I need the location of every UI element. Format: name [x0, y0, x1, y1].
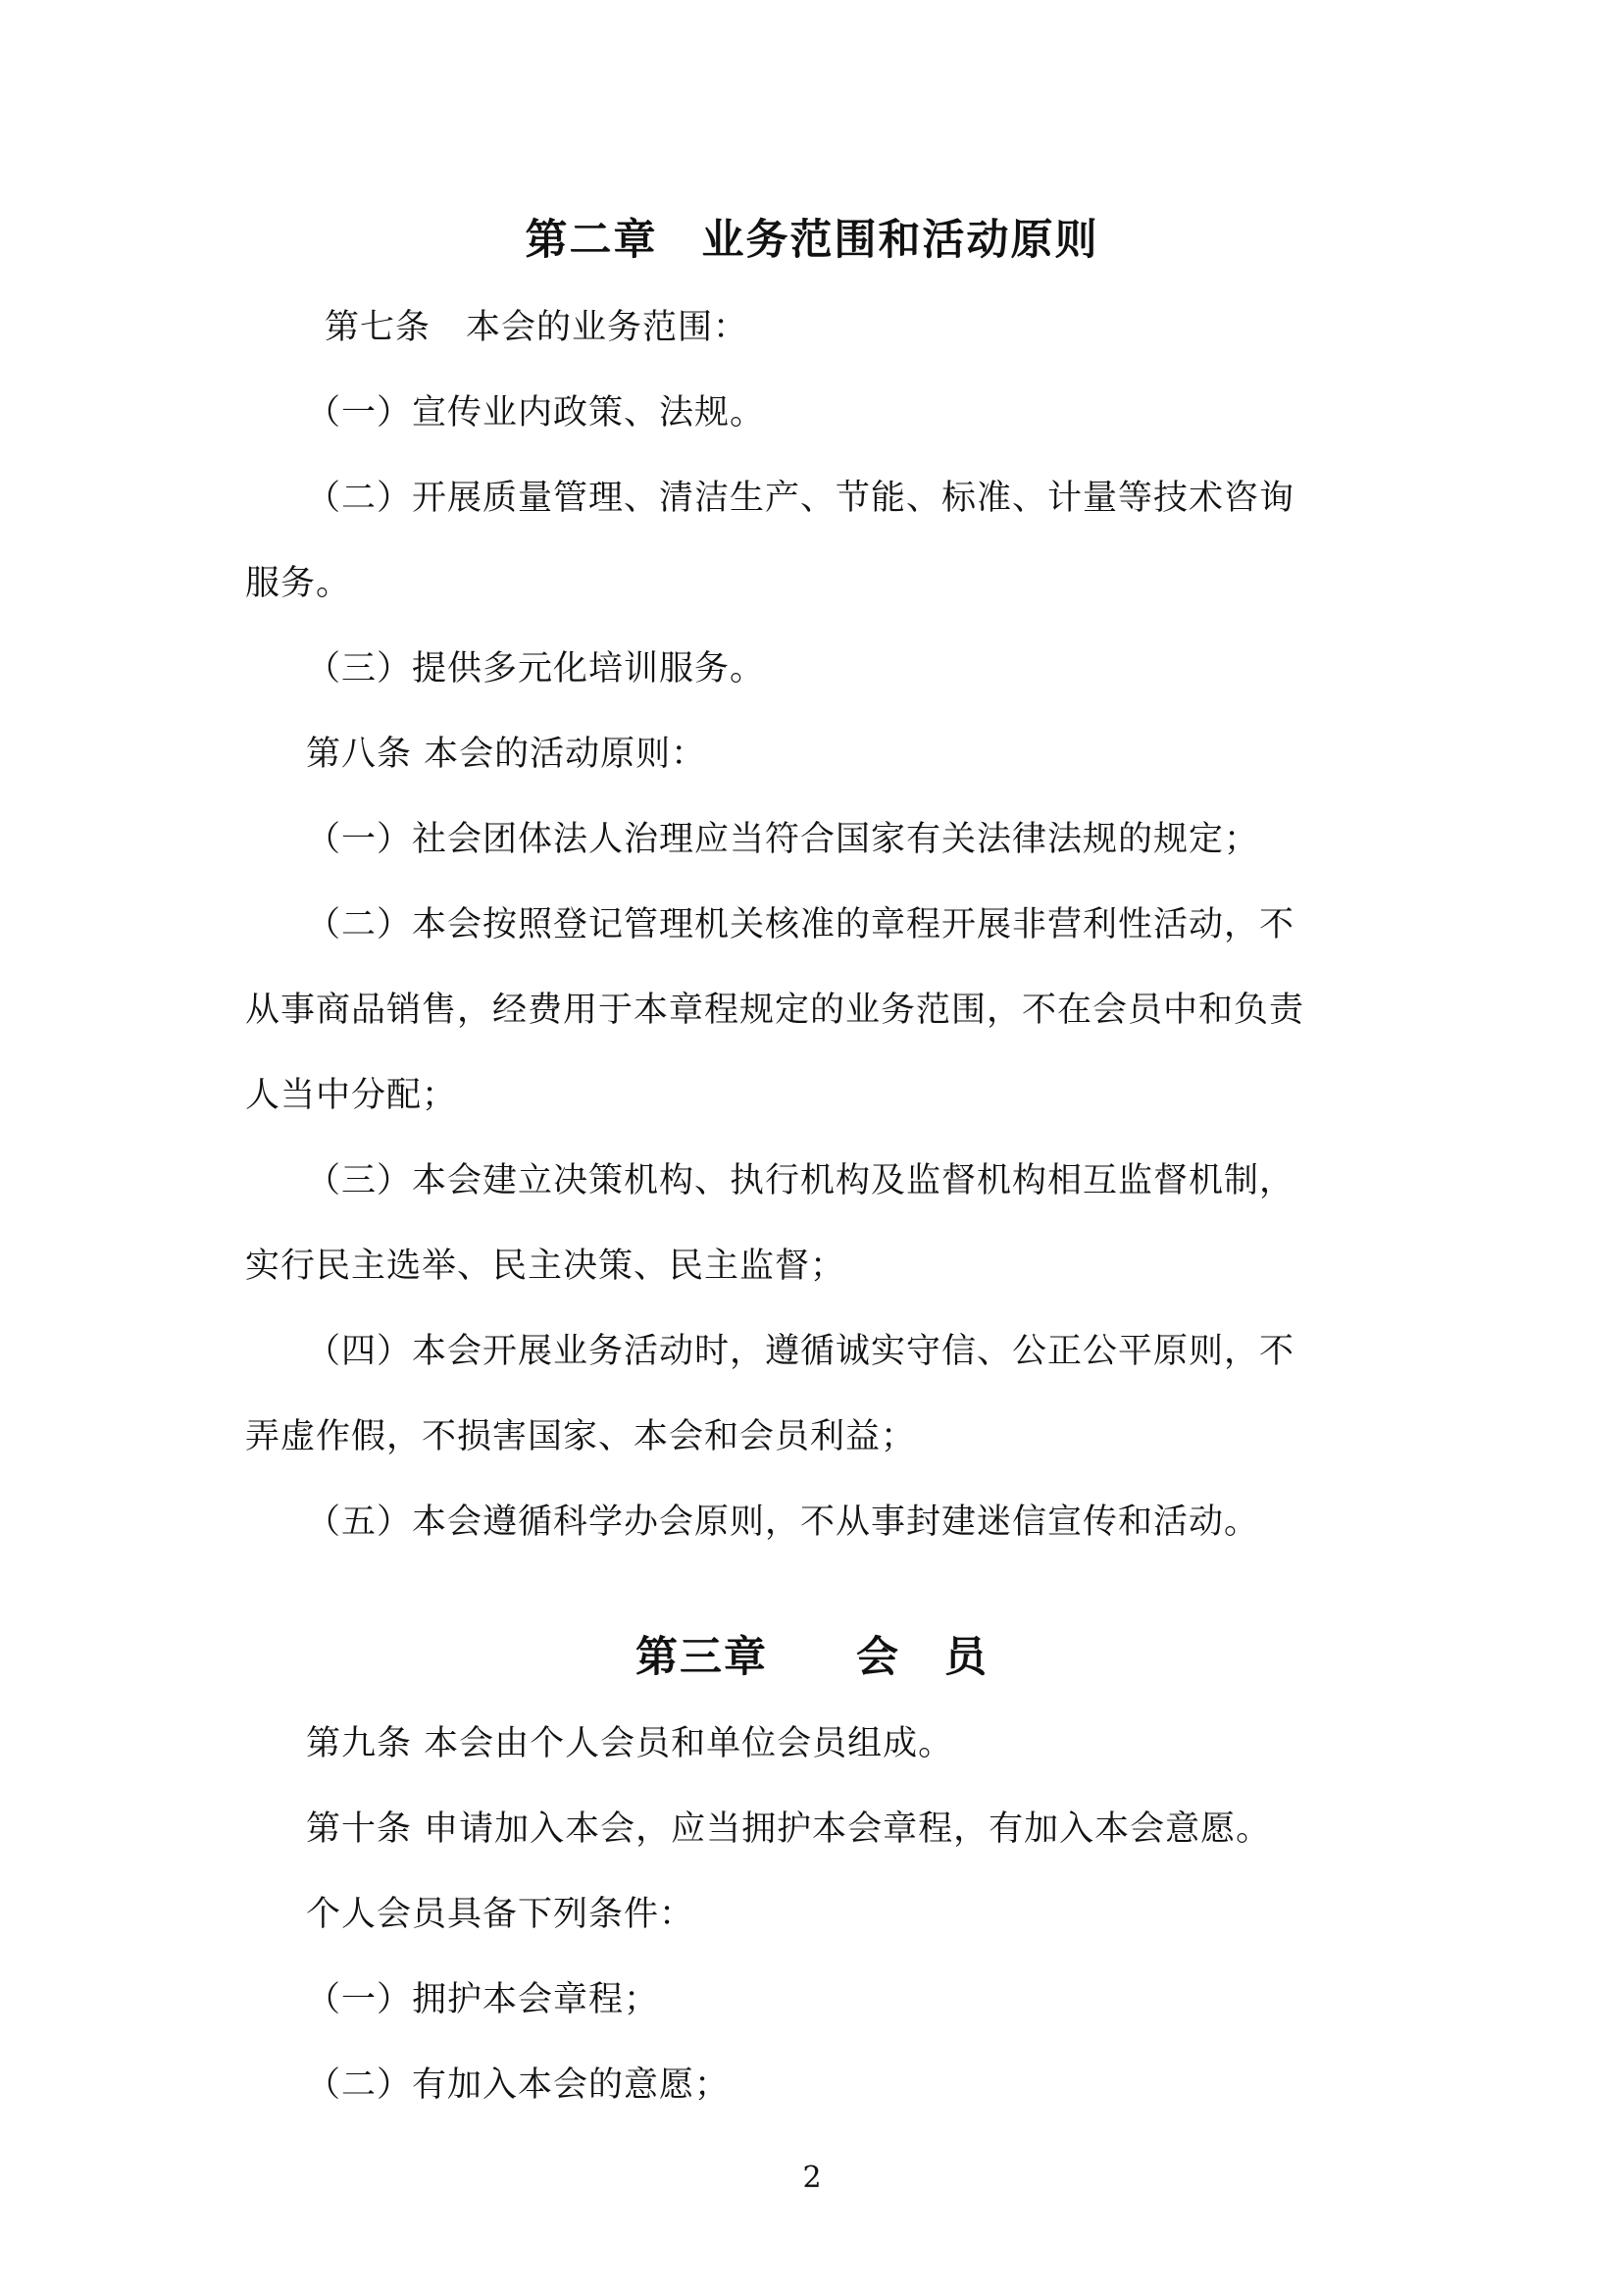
- article-8-item-1: （一）社会团体法人治理应当符合国家有关法律法规的规定；: [306, 820, 1260, 859]
- article-7-item-3: （三）提供多元化培训服务。: [306, 649, 766, 688]
- article-8-item-2: （二）本会按照登记管理机关核准的章程开展非营利性活动，不: [306, 905, 1295, 944]
- article-9-line: 第九条 本会由个人会员和单位会员组成。: [306, 1724, 954, 1763]
- individual-conditions-line: 个人会员具备下列条件：: [306, 1895, 695, 1934]
- article-7-item-1: （一）宣传业内政策、法规。: [306, 393, 766, 433]
- article-8-item-4: （四）本会开展业务活动时，遵循诚实守信、公正公平原则，不: [306, 1332, 1295, 1371]
- article-10-line: 第十条 申请加入本会，应当拥护本会章程，有加入本会意愿。: [306, 1810, 1272, 1849]
- article-8-item-5: （五）本会遵循科学办会原则，不从事封建迷信宣传和活动。: [306, 1503, 1260, 1542]
- article-7-line: 第七条 本会的业务范围：: [325, 308, 749, 347]
- page-number: 2: [802, 2161, 822, 2195]
- article-8-item-3: （三）本会建立决策机构、执行机构及监督机构相互监督机制，: [306, 1161, 1295, 1200]
- condition-item-1: （一）拥护本会章程；: [306, 1980, 660, 2019]
- condition-item-2: （二）有加入本会的意愿；: [306, 2065, 731, 2105]
- article-7-item-2-cont: 服务。: [245, 564, 352, 603]
- article-8-item-4-cont: 弄虚作假，不损害国家、本会和会员利益；: [245, 1417, 917, 1456]
- article-8-item-2-cont-2: 人当中分配；: [245, 1076, 458, 1115]
- article-7-item-2: （二）开展质量管理、清洁生产、节能、标准、计量等技术咨询: [306, 479, 1295, 518]
- article-8-item-3-cont: 实行民主选举、民主决策、民主监督；: [245, 1247, 846, 1286]
- article-8-item-2-cont-1: 从事商品销售，经费用于本章程规定的业务范围，不在会员中和负责: [245, 991, 1305, 1030]
- chapter-2-title: 第二章 业务范围和活动原则: [525, 216, 1099, 265]
- chapter-3-title: 第三章 会 员: [635, 1633, 989, 1682]
- article-8-line: 第八条 本会的活动原则：: [306, 735, 707, 774]
